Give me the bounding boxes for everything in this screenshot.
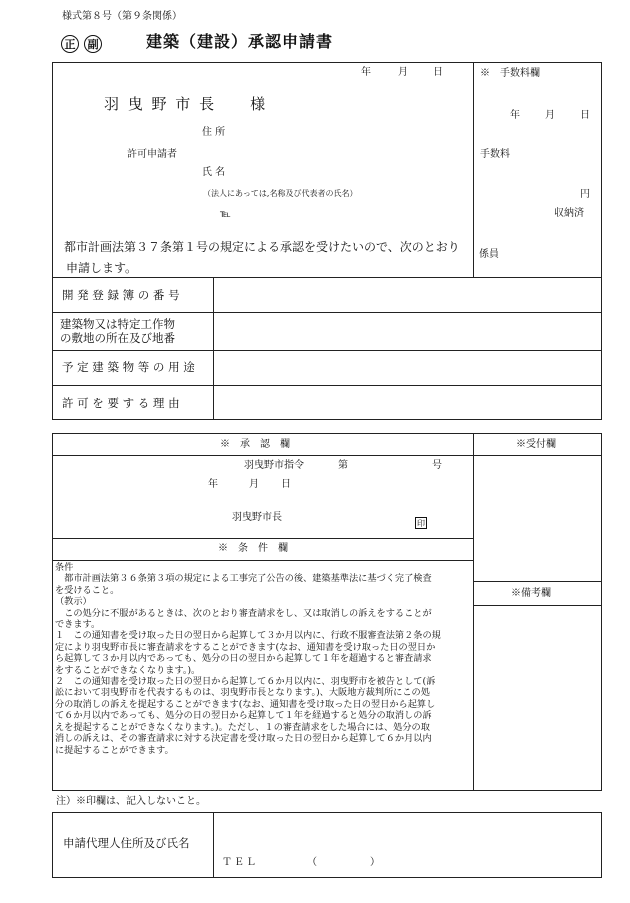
fee-received: 収納済 — [554, 208, 584, 219]
tel-mark: ℡ — [220, 209, 231, 220]
statement-line2: 申請します。 — [66, 261, 138, 275]
approval-stamp-icon: 印 — [417, 519, 425, 528]
instruction-intro-line1: この処分に不服があるときは、次のとおり審査請求をし、又は取消しの訴えをすることが — [64, 607, 432, 619]
row-site-value[interactable] — [216, 315, 598, 348]
statement-line1: 都市計画法第３７条第１号の規定による承認を受けたいので、次のとおり — [64, 240, 460, 254]
instruction-intro-line2: できます。 — [55, 619, 101, 631]
approval-header: ※ 承 認 欄 — [220, 439, 290, 450]
approval-day: 日 — [281, 479, 291, 490]
conditions-text — [55, 562, 471, 756]
corporation-note: （法人にあっては,名称及び代表者の氏名） — [203, 189, 358, 198]
fee-year: 年 — [510, 110, 520, 121]
conditions-label: 条件 — [55, 562, 74, 573]
row-reason-value[interactable] — [216, 388, 598, 418]
directive-label: 羽曳野市指令 — [244, 460, 304, 471]
agent-tel-label: ＴＥＬ — [222, 857, 258, 868]
row-site-label-line2: の敷地の所在及び地番 — [60, 331, 175, 345]
row-usage-value[interactable] — [216, 353, 598, 383]
agent-tel-close: ） — [370, 857, 380, 868]
address-label: 住 所 — [202, 127, 226, 138]
fee-month: 月 — [545, 110, 555, 121]
instruction-p2-line: 分の取消しの訴えを提起することができます(なお、通知書を受け取った日の翌日から起算し — [55, 698, 436, 710]
receipt-header: ※受付欄 — [516, 439, 556, 450]
conditions-header: ※ 条 件 欄 — [218, 543, 288, 554]
instruction-p1-line: をすることができなくなります。)。 — [55, 664, 201, 676]
row-reason-label: 許 可 を 要 す る 理 由 — [62, 396, 180, 410]
agent-label: 申請代理人住所及び氏名 — [63, 836, 190, 850]
instruction-label: （教示） — [55, 596, 92, 608]
footnote: 注）※印欄は、記入しないこと。 — [56, 796, 206, 807]
approval-mayor: 羽曳野市長 — [232, 512, 282, 523]
instruction-p2-line: 訟において羽曳野市を代表するものは、羽曳野市長となります。)、大阪地方裁判所にこの処 — [55, 687, 430, 699]
instruction-p2-line: に提起することができます。 — [55, 744, 174, 756]
row-dev-register-label: 開 発 登 録 簿 の 番 号 — [62, 288, 180, 302]
conditions-line2: を受けること。 — [55, 584, 120, 596]
app-date-month: 月 — [398, 67, 408, 78]
row-usage-label: 予 定 建 築 物 等 の 用 途 — [62, 360, 195, 374]
agent-address-input[interactable] — [216, 815, 598, 853]
conditions-line1: 都市計画法第３６条第３項の規定による工事完了公告の後、建築基準法に基づく完了検査 — [64, 573, 432, 585]
approval-year: 年 — [208, 479, 218, 490]
agent-tel-input[interactable] — [320, 855, 368, 871]
instruction-p1-line: １ この通知書を受け取った日の翌日から起算して３か月以内に、行政不服審査法第２条の規 — [55, 630, 441, 642]
approval-month: 月 — [249, 479, 259, 490]
directive-dai: 第 — [338, 460, 348, 471]
fee-label: 手数料 — [480, 149, 510, 160]
fee-header: ※ 手数料欄 — [480, 68, 540, 79]
name-label: 氏 名 — [202, 167, 226, 178]
fee-day: 日 — [580, 110, 590, 121]
directive-go: 号 — [432, 460, 442, 471]
app-date-day: 日 — [433, 67, 443, 78]
seal-copy-icon: 副 — [84, 35, 102, 53]
seal-main-icon: 正 — [61, 35, 79, 53]
page-title: 建築（建設）承認申請書 — [146, 32, 334, 51]
seal-marks — [61, 33, 102, 53]
instruction-p1-line: 定により羽曳野市長に審査請求をすることができます(なお、通知書を受け取った日の翌日か — [55, 641, 436, 653]
form-number: 様式第８号（第９条関係） — [62, 11, 182, 22]
row-dev-register-value[interactable] — [216, 280, 598, 310]
remarks-header: ※備考欄 — [511, 588, 551, 599]
row-site-label-line1: 建築物又は特定工作物 — [60, 317, 175, 331]
instruction-p2-line: て６か月以内であっても、処分の日の翌日から起算して１年を経過すると処分の取消しの訴 — [55, 710, 432, 722]
instruction-p1-line: ら起算して３か月以内であっても、処分の日の翌日から起算して１年を超過すると審査請求 — [55, 653, 432, 665]
app-date-year: 年 — [361, 67, 371, 78]
instruction-p2-line: えを提起することができなくなります。)。ただし、１の審査請求をした場合には、処分の取 — [55, 721, 430, 733]
agent-tel-open: （ — [307, 857, 317, 868]
fee-staff: 係員 — [479, 249, 499, 260]
instruction-p2-line: 消しの訴えは、その審査請求に対する決定書を受け取った日の翌日から起算して６か月以内 — [55, 733, 432, 745]
instruction-p2-line: ２ この通知書を受け取った日の翌日から起算して６か月以内に、羽曳野市を被告として(訴 — [55, 676, 436, 688]
applicant-label: 許可申請者 — [127, 149, 177, 160]
fee-yen: 円 — [580, 189, 590, 200]
addressee: 羽 曳 野 市 長 様 — [104, 95, 268, 113]
